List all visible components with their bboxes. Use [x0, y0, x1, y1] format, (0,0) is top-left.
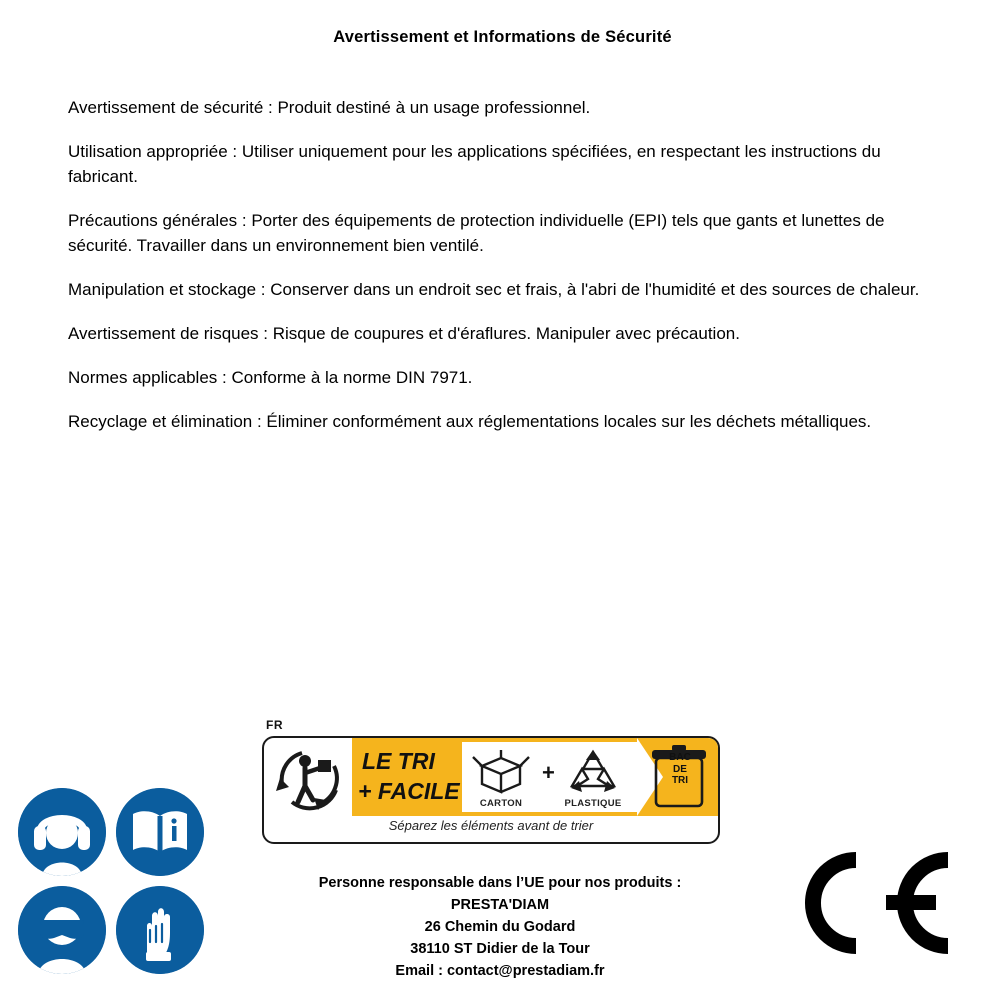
responsible-person-block: [180, 872, 820, 982]
triman-headline: [358, 746, 462, 806]
paragraph-recycling-disposal: Recyclage et élimination : Éliminer conformément aux réglementations locales sur les déchets métalliques.: [68, 412, 872, 431]
triman-box: [262, 736, 720, 844]
triman-headline-line2: + FACILE: [358, 778, 460, 804]
sorting-bin-label-line1: BAC: [669, 752, 691, 763]
page-title: Avertissement et Informations de Sécurité: [333, 28, 672, 46]
city-address: 38110 ST Didier de la Tour: [410, 941, 590, 957]
ce-marking-icon: [800, 848, 960, 958]
plus-separator: +: [542, 760, 555, 785]
eye-protection-icon: [18, 886, 106, 974]
triman-language-tag: FR: [266, 718, 283, 732]
contact-email: Email : contact@prestadiam.fr: [395, 963, 605, 979]
sorting-bin-label-line3: TRI: [671, 775, 689, 786]
safety-information-text: [68, 78, 940, 434]
paragraph-general-precautions: Précautions générales : Porter des équipements de protection individuelle (EPI) tels que gants et lunettes de sécurité. Travailler dans un environnement bien ventilé.: [68, 211, 885, 255]
paragraph-proper-use: Utilisation appropriée : Utiliser uniquement pour les applications spécifiées, en respectant les instructions du fabricant.: [68, 142, 881, 186]
paragraph-safety-warning: Avertissement de sécurité : Produit destiné à un usage professionnel.: [68, 98, 591, 117]
triman-headline-line1: LE TRI: [362, 748, 435, 774]
company-name: PRESTA'DIAM: [450, 897, 550, 913]
paragraph-risk-warning: Avertissement de risques : Risque de coupures et d'éraflures. Manipuler avec précaution.: [68, 324, 740, 343]
carton-box-icon: [470, 748, 532, 794]
sorting-bin-label: [654, 752, 706, 787]
street-address: 26 Chemin du Godard: [424, 919, 576, 935]
triman-caption: Séparez les éléments avant de trier: [388, 818, 594, 833]
triman-figure-icon: [272, 744, 350, 812]
paragraph-applicable-standards: Normes applicables : Conforme à la norme DIN 7971.: [68, 368, 473, 387]
responsible-person-heading: Personne responsable dans l’UE pour nos produits :: [318, 875, 682, 891]
paragraph-handling-storage: Manipulation et stockage : Conserver dans un endroit sec et frais, à l'abri de l'humidité et des sources de chaleur.: [68, 280, 920, 299]
ear-protection-icon: [18, 788, 106, 876]
read-instructions-icon: [116, 788, 204, 876]
plastic-recycling-icon: [564, 748, 622, 794]
sorting-bin-label-line2: DE: [673, 763, 687, 775]
triman-sorting-banner: [262, 718, 722, 848]
plastic-label: PLASTIQUE: [564, 798, 622, 809]
carton-label: CARTON: [479, 798, 523, 809]
